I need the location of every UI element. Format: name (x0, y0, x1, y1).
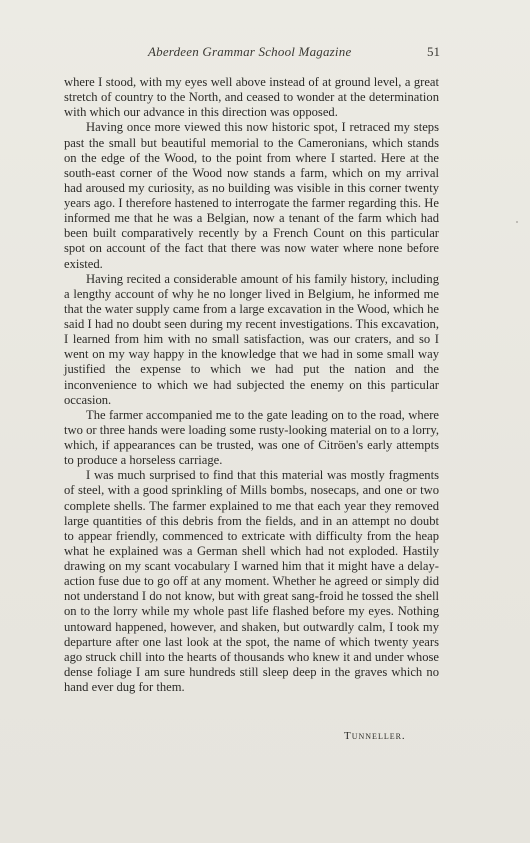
article-body (64, 75, 439, 695)
running-header (0, 44, 530, 62)
author-signature: Tunneller. (344, 730, 406, 742)
paragraph-2: Having once more viewed this now historic spot, I retraced my steps past the small but beautiful memorial to the Cameronians, which stands on the edge of the Wood, to the point from where I started. Here at the south-east corner of the Wood now stands a farm, which on my arrival had aroused my curiosity, as no building was visible in this corner twenty years ago. I therefore hastened to interrogate the farmer regarding this. He informed me that he was a Belgian, now a tenant of the farm which had been built comparatively recently by a French Count on this particular spot on account of the fact that there was now water where none before existed. (64, 120, 439, 271)
page-number: 51 (427, 44, 440, 59)
paragraph-3: Having recited a considerable amount of his family history, including a lengthy account of why he no longer lived in Belgium, he informed me that the water supply came from a large excavation in the Wood, which he said I had no doubt seen during my recent investigations. This excavation, I learned from him with no small satisfaction, was our craters, and so I went on my way happy in the knowledge that we had in some small way justified the expense to which we had put the nation and the inconvenience to which we had subjected the enemy on this particular occasion. (64, 271, 439, 407)
paragraph-1: where I stood, with my eyes well above instead of at ground level, a great stretch of country to the North, and ceased to wonder at the determination with which our advance in this direction was opposed. (64, 75, 439, 120)
paragraph-4: The farmer accompanied me to the gate leading on to the road, where two or three hands were loading some rusty-looking material on to a lorry, which, if appearances can be trusted, was one of Citröen's early attempts to produce a horseless carriage. (64, 407, 439, 468)
magazine-title: Aberdeen Grammar School Magazine (148, 44, 352, 59)
paragraph-5: I was much surprised to find that this material was mostly fragments of steel, with a good sprinkling of Mills bombs, nosecaps, and one or two complete shells. The farmer explained to me that each year they removed large quantities of this debris from the fields, and in an attempt no doubt to appear friendly, commenced to extricate with difficulty from the heap what he explained was a German shell which had not exploded. Hastily drawing on my scant vocabulary I warned him that it might have a delay-action fuse due to go off at any moment. Whether he agreed or simply did not understand I do not know, but with great sang-froid he tossed the shell on to the lorry while my whole past life flashed before my eyes. Nothing untoward happened, however, and shaken, but outwardly calm, I took my departure after one last look at the spot, the name of which twenty years ago struck chill into the hearts of thousands who knew it and under whose dense foliage I am sure hundreds still sleep deep in the graves which no hand ever dug for them. (64, 468, 439, 694)
paper-speck (516, 221, 518, 223)
